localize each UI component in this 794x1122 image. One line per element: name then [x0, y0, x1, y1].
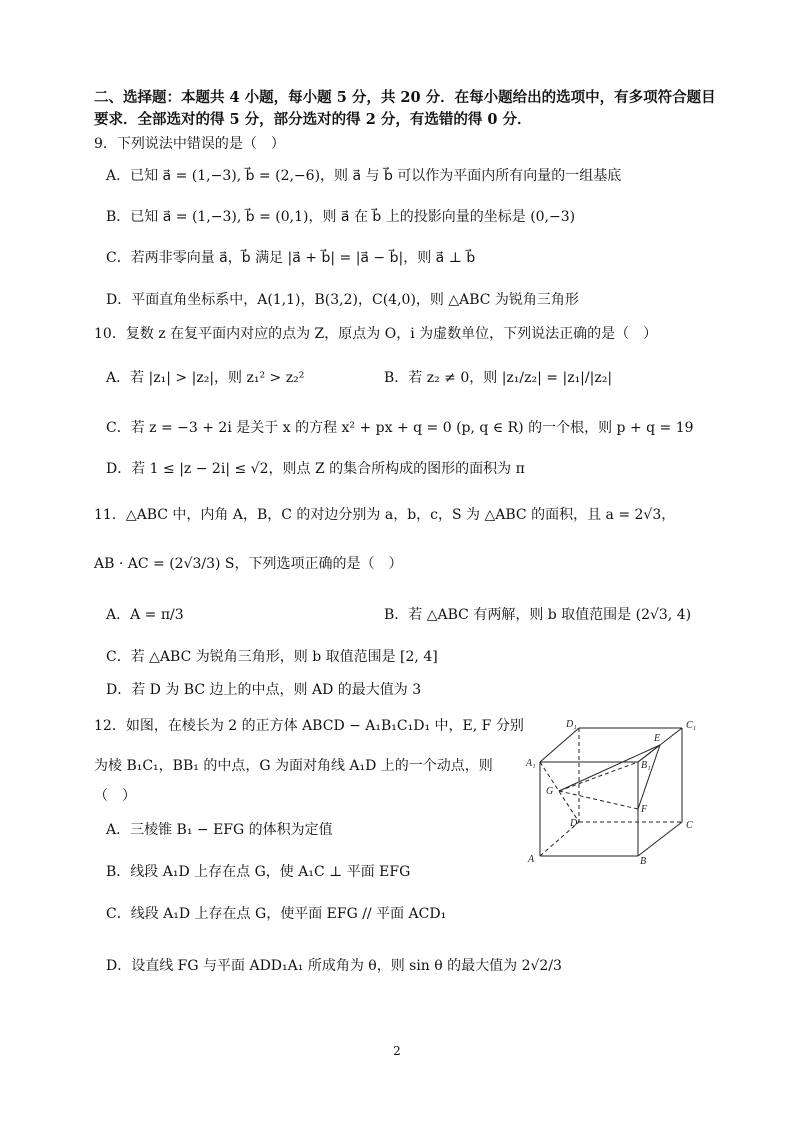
question-9-option-d: D．平面直角坐标系中，A(1,1)，B(3,2)，C(4,0)，则 △ABC 为锐角三角形 — [106, 292, 579, 308]
section-heading-line1: 二、选择题：本题共 4 小题，每小题 5 分，共 20 分．在每小题给出的选项中，有多项符合题目 — [94, 89, 716, 106]
question-12-stem-continued: 为棱 B₁C₁，BB₁ 的中点，G 为面对角线 A₁D 上的一个动点，则 — [94, 758, 493, 774]
section-heading-line2: 要求．全部选对的得 5 分，部分选对的得 2 分，有选错的得 0 分． — [94, 111, 532, 128]
segment-ef — [638, 745, 660, 809]
question-10-option-d: D．若 1 ≤ |z − 2i| ≤ √2，则点 Z 的集合所构成的图形的面积为 π — [106, 461, 525, 477]
label-b1: B₁ — [641, 760, 651, 771]
label-d1: D₁ — [566, 719, 577, 730]
label-a1: A₁ — [526, 758, 536, 769]
question-10-option-b: B．若 z₂ ≠ 0，则 |z₁/z₂| = |z₁|/|z₂| — [384, 370, 613, 386]
question-11-option-a: A．A = π/3 — [106, 607, 184, 623]
question-11-stem-continued: AB · AC = (2√3/3) S，下列选项正确的是（ ） — [94, 556, 403, 572]
label-a: A — [528, 854, 535, 865]
question-12-option-b: B．线段 A₁D 上存在点 G，使 A₁C ⊥ 平面 EFG — [106, 864, 411, 880]
question-10-option-c: C．若 z = −3 + 2i 是关于 x 的方程 x² + px + q = 0 (p, q ∈ R) 的一个根，则 p + q = 19 — [106, 420, 694, 436]
cube-figure — [524, 716, 704, 866]
question-9-option-c: C．若两非零向量 a⃗，b⃗ 满足 |a⃗ + b⃗| = |a⃗ − b⃗|，则 a⃗ ⊥ b⃗ — [106, 250, 476, 266]
label-c1: C₁ — [686, 720, 697, 731]
question-12-option-c: C．线段 A₁D 上存在点 G，使平面 EFG // 平面 ACD₁ — [106, 906, 447, 922]
question-12-stem-paren: （ ） — [94, 788, 136, 804]
label-b: B — [640, 856, 647, 866]
label-c: C — [686, 820, 693, 831]
label-d: D — [570, 818, 578, 829]
question-12-option-a: A．三棱锥 B₁ − EFG 的体积为定值 — [106, 822, 333, 838]
question-11-option-d: D．若 D 为 BC 边上的中点，则 AD 的最大值为 3 — [106, 682, 422, 698]
question-10-option-a: A．若 |z₁| > |z₂|，则 z₁² > z₂² — [106, 370, 305, 386]
question-11-option-b: B．若 △ABC 有两解，则 b 取值范围是 (2√3, 4) — [384, 607, 692, 623]
question-12-stem: 12．如图，在棱长为 2 的正方体 ABCD − A₁B₁C₁D₁ 中，E, F 分别 — [94, 718, 524, 734]
question-9-option-a: A．已知 a⃗ = (1,−3), b⃗ = (2,−6)，则 a⃗ 与 b⃗ 可以作为平面内所有向量的一组基底 — [106, 168, 622, 184]
question-11-option-c: C．若 △ABC 为锐角三角形，则 b 取值范围是 [2, 4] — [106, 649, 438, 665]
label-e: E — [654, 733, 661, 744]
question-11-stem: 11．△ABC 中，内角 A，B，C 的对边分别为 a，b，c，S 为 △ABC 的面积，且 a = 2√3， — [94, 507, 676, 523]
question-9-option-b: B．已知 a⃗ = (1,−3), b⃗ = (0,1)，则 a⃗ 在 b⃗ 上的投影向量的坐标是 (0,−3) — [106, 209, 576, 225]
segment-gf — [559, 791, 638, 809]
label-g: G — [546, 786, 554, 797]
page-number: 2 — [393, 1044, 401, 1058]
question-9-stem: 9．下列说法中错误的是（ ） — [94, 136, 285, 152]
question-12-option-d: D．设直线 FG 与平面 ADD₁A₁ 所成角为 θ，则 sin θ 的最大值为 2√2/3 — [106, 958, 562, 974]
edge-bc — [638, 822, 682, 856]
edge-a1d1 — [540, 728, 579, 762]
question-10-stem: 10．复数 z 在复平面内对应的点为 Z，原点为 O，i 为虚数单位，下列说法正确的是（ ） — [94, 326, 658, 342]
label-f: F — [641, 804, 648, 815]
segment-gb1 — [559, 762, 638, 791]
